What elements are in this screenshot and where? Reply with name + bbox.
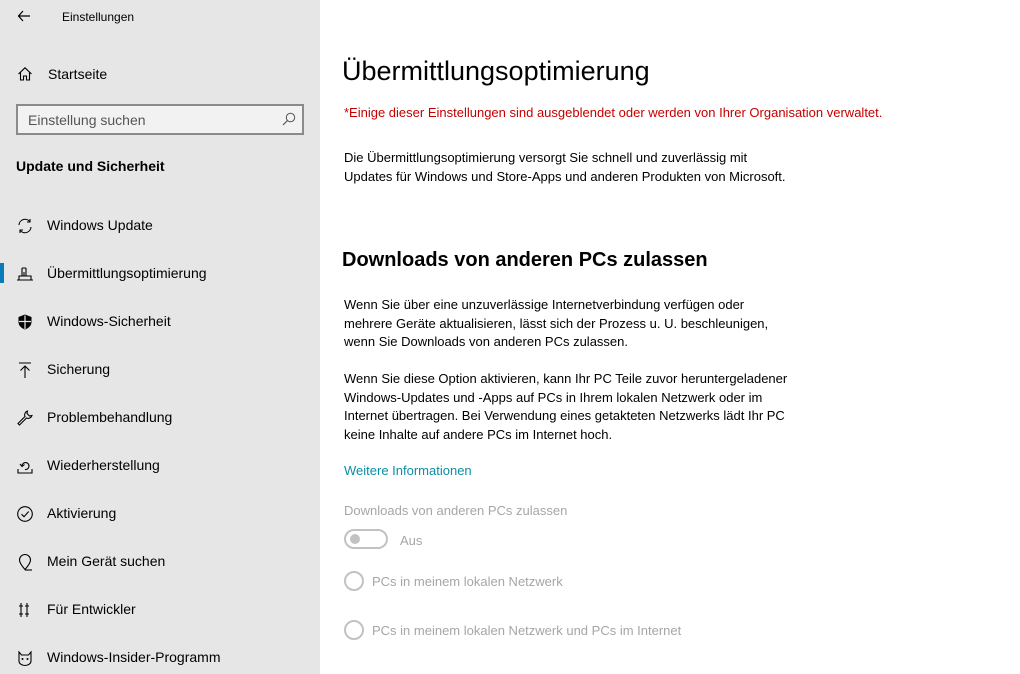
shield-icon	[16, 313, 34, 331]
checkmark-circle-icon	[16, 505, 34, 523]
sidebar-item-label: Windows-Sicherheit	[47, 313, 171, 329]
sidebar-item-developers[interactable]	[0, 589, 320, 629]
search-input[interactable]	[18, 106, 268, 133]
sidebar-item-windows-security[interactable]	[0, 301, 320, 341]
sidebar-item-label: Mein Gerät suchen	[47, 553, 166, 569]
more-info-link[interactable]: Weitere Informationen	[344, 463, 472, 478]
title-bar	[0, 0, 320, 32]
sidebar-item-insider-program[interactable]	[0, 637, 320, 674]
toggle-knob	[350, 534, 360, 544]
radio-label-local-and-internet: PCs in meinem lokalen Netzwerk und PCs im Internet	[372, 623, 682, 638]
insider-cat-icon	[16, 649, 34, 667]
sidebar-item-troubleshoot[interactable]	[0, 397, 320, 437]
back-button[interactable]	[12, 4, 36, 28]
intro-text: Die Übermittlungsoptimierung versorgt Sie schnell und zuverlässig mit Updates für Windows und Store-Apps und anderen Produkten von Microsoft.	[344, 150, 786, 184]
settings-search-box[interactable]	[16, 104, 304, 135]
radio-label-local-network: PCs in meinem lokalen Netzwerk	[372, 574, 563, 589]
home-icon	[17, 66, 33, 82]
home-label: Startseite	[48, 66, 108, 82]
main-content	[320, 0, 1020, 674]
active-indicator	[0, 263, 4, 283]
page-title: Übermittlungsoptimierung	[342, 56, 650, 86]
search-icon[interactable]	[282, 112, 296, 126]
radio-local-network[interactable]	[344, 571, 364, 591]
sidebar-item-delivery-optimization[interactable]	[0, 253, 320, 293]
section-title: Update und Sicherheit	[16, 158, 165, 174]
sidebar-item-backup[interactable]	[0, 349, 320, 389]
wrench-icon	[16, 409, 34, 427]
sync-icon	[16, 217, 34, 235]
sidebar-item-label: Windows-Insider-Programm	[47, 649, 221, 665]
toggle-caption: Downloads von anderen PCs zulassen	[344, 503, 568, 518]
sidebar	[0, 0, 320, 674]
home-nav-item[interactable]	[0, 58, 320, 90]
sidebar-item-label: Problembehandlung	[47, 409, 173, 425]
sidebar-item-activation[interactable]	[0, 493, 320, 533]
delivery-optimization-icon	[16, 265, 34, 283]
sidebar-item-windows-update[interactable]	[0, 205, 320, 245]
sidebar-item-recovery[interactable]	[0, 445, 320, 485]
sidebar-item-label: Für Entwickler	[47, 601, 136, 617]
description-paragraph-2: Wenn Sie diese Option aktivieren, kann Ihr PC Teile zuvor heruntergeladener Windows-Updates und -Apps auf PCs in Ihrem lokalen Netzwerk oder im Internet übertragen. Bei Verwendung eines getakteten Netzwerks lädt Ihr PC keine Inhalte auf andere PCs im Internet hoch.	[344, 371, 788, 442]
sidebar-item-find-my-device[interactable]	[0, 541, 320, 581]
developer-icon	[16, 601, 34, 619]
organization-notice: *Einige dieser Einstellungen sind ausgeblendet oder werden von Ihrer Organisation verwaltet.	[344, 105, 883, 120]
backup-upload-icon	[16, 361, 34, 379]
find-device-icon	[16, 553, 34, 571]
sidebar-item-label: Windows Update	[47, 217, 153, 233]
allow-downloads-toggle[interactable]	[344, 529, 388, 549]
back-arrow-icon	[17, 9, 31, 23]
sidebar-item-label: Wiederherstellung	[47, 457, 160, 473]
app-title: Einstellungen	[62, 10, 135, 24]
section-heading: Downloads von anderen PCs zulassen	[342, 249, 708, 271]
sidebar-item-label: Sicherung	[47, 361, 111, 377]
description-paragraph-1: Wenn Sie über eine unzuverlässige Internetverbindung verfügen oder mehrere Geräte aktualisieren, lässt sich der Prozess u. U. beschleunigen, wenn Sie Downloads von anderen PCs zulassen.	[344, 297, 769, 349]
toggle-state-label: Aus	[400, 533, 423, 548]
sidebar-item-label: Aktivierung	[47, 505, 117, 521]
radio-local-and-internet[interactable]	[344, 620, 364, 640]
sidebar-item-label: Übermittlungsoptimierung	[47, 265, 207, 281]
recovery-icon	[16, 457, 34, 475]
